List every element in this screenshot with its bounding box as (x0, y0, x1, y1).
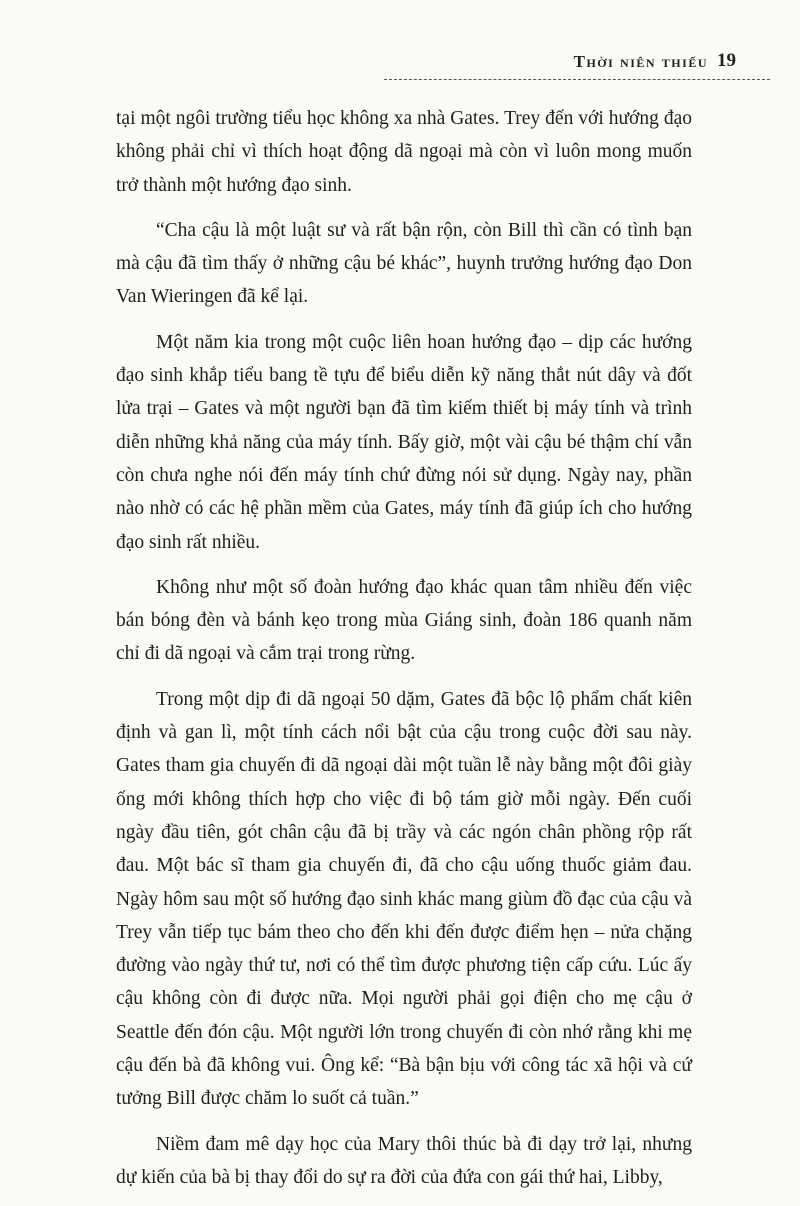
chapter-title: Thời niên thiếu (573, 52, 708, 71)
paragraph: Niềm đam mê dạy học của Mary thôi thúc bà đi dạy trở lại, nhưng dự kiến của bà bị thay đổi do sự ra đời của đứa con gái thứ hai, Libby, (116, 1133, 692, 1188)
paragraph: tại một ngôi trường tiểu học không xa nhà Gates. Trey đến với hướng đạo không phải chỉ vì thích hoạt động dã ngoại mà còn vì luôn mong muốn trở thành một hướng đạo sinh. (116, 108, 692, 196)
page-body (116, 102, 692, 1206)
paragraph: Không như một số đoàn hướng đạo khác quan tâm nhiều đến việc bán bóng đèn và bánh kẹo trong mùa Giáng sinh, đoàn 186 quanh năm chỉ đi dã ngoại và cắm trại trong rừng. (116, 576, 692, 665)
page-number: 19 (717, 50, 736, 71)
header-divider (384, 79, 770, 80)
paragraph: Một năm kia trong một cuộc liên hoan hướng đạo – dịp các hướng đạo sinh khắp tiểu bang tề tựu để biểu diễn kỹ năng thắt nút dây và đốt lửa trại – Gates và một người bạn đã tìm kiếm thiết bị máy tính và trình diễn những khả năng của máy tính. Bấy giờ, một vài cậu bé thậm chí vẫn còn chưa nghe nói đến máy tính chứ đừng nói sử dụng. Ngày nay, phần nào nhờ có các hệ phần mềm của Gates, máy tính đã giúp ích cho hướng đạo sinh rất nhiều. (116, 331, 692, 553)
paragraph: “Cha cậu là một luật sư và rất bận rộn, còn Bill thì cần có tình bạn mà cậu đã tìm thấy ở những cậu bé khác”, huynh trưởng hướng đạo Don Van Wieringen đã kể lại. (116, 219, 692, 308)
page-header (0, 50, 800, 80)
paragraph: Trong một dịp đi dã ngoại 50 dặm, Gates đã bộc lộ phẩm chất kiên định và gan lì, một tính cách nổi bật của cậu trong cuộc đời sau này. Gates tham gia chuyến đi dã ngoại dài một tuần lễ này bằng một đôi giày ống mới không thích hợp cho việc đi bộ tám giờ mỗi ngày. Đến cuối ngày đầu tiên, gót chân cậu đã bị trầy và các ngón chân phồng rộp rất đau. Một bác sĩ tham gia chuyến đi, đã cho cậu uống thuốc giảm đau. Ngày hôm sau một số hướng đạo sinh khác mang giùm đồ đạc của cậu và Trey vẫn tiếp tục bám theo cho đến khi đến được điểm hẹn – nửa chặng đường vào ngày thứ tư, nơi có thể tìm được phương tiện cấp cứu. Lúc ấy cậu không còn đi được nữa. Mọi người phải gọi điện cho mẹ cậu ở Seattle đến đón cậu. Một người lớn trong chuyến đi còn nhớ rằng khi mẹ cậu đến bà đã không vui. Ông kể: “Bà bận bịu với công tác xã hội và cứ tưởng Bill được chăm lo suốt cả tuần.” (116, 688, 692, 1110)
